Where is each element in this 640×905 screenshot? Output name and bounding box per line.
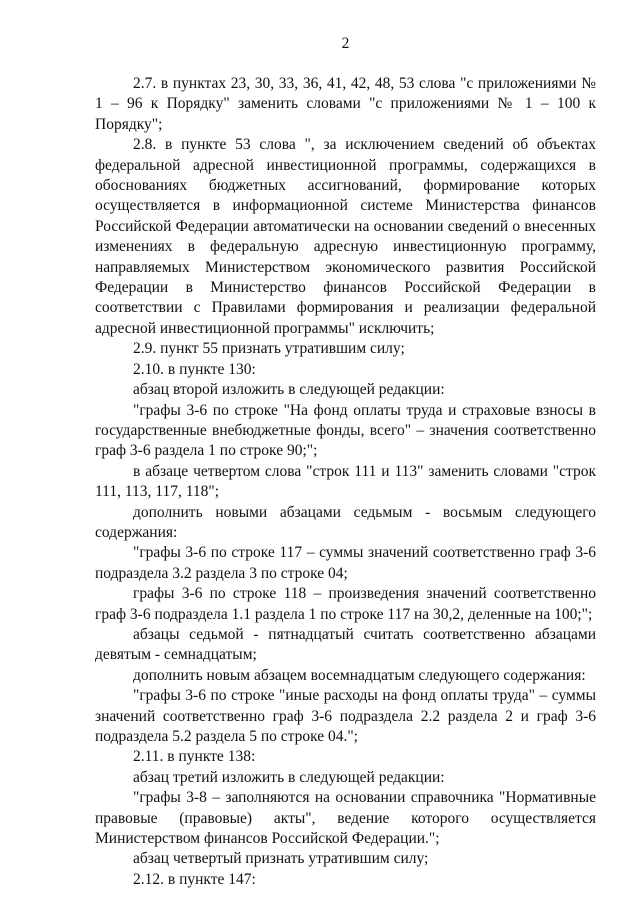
- paragraph: в абзаце четвертом слова "строк 111 и 113" заменить словами "строк 111, 113, 117, 118";: [95, 462, 596, 501]
- paragraph: "графы 3-6 по строке "На фонд оплаты труда и страховые взносы в государственные внебюджетные фонды, всего" – значения соответственно граф 3-6 раздела 1 по строке 90;";: [95, 401, 596, 460]
- paragraph: "графы 3-6 по строке "иные расходы на фонд оплаты труда" – суммы значений соответственно граф 3-6 подраздела 2.2 раздела 2 и граф 3-6 подраздела 5.2 раздела 5 по строке 04.";: [95, 687, 596, 745]
- paragraph: дополнить новыми абзацами седьмым - восьмым следующего содержания:: [95, 503, 596, 541]
- paragraph: "графы 3-6 по строке 117 – суммы значений соответственно граф 3-6 подраздела 3.2 раздела 3 по строке 04;: [95, 544, 596, 582]
- paragraph-2-12: 2.12. в пункте 147:: [133, 870, 256, 888]
- paragraph-2-9: 2.9. пункт 55 признать утратившим силу;: [133, 340, 405, 358]
- paragraph: абзац четвертый признать утратившим силу;: [133, 850, 429, 868]
- paragraph: абзац второй изложить в следующей редакции:: [133, 381, 445, 399]
- paragraph-2-11: 2.11. в пункте 138:: [133, 748, 256, 766]
- paragraph: абзацы седьмой - пятнадцатый считать соответственно абзацами девятым - семнадцатым;: [95, 625, 596, 664]
- paragraph: абзац третий изложить в следующей редакции:: [133, 768, 445, 786]
- paragraph: "графы 3-8 – заполняются на основании справочника "Нормативные правовые (правовые) акты", ведение которого осуществляется Министерством финансов Российской Федерации.";: [95, 789, 596, 848]
- page-number: 2: [341, 35, 350, 52]
- paragraph-2-8: 2.8. в пункте 53 слова ", за исключением сведений об объектах федеральной адресной инвестиционной программы, содержащихся в обоснованиях бюджетных ассигнований, формирование которых осуществляется в информационной системе Министерства финансов Российской Федерации автоматически на основании сведений о внесенных изменениях в федеральную адресную инвестиционную программу, направляемых Министерством экономического развития Российской Федерации в Министерство финансов Российской Федерации в соответствии с Правилами формирования и реализации федеральной адресной инвестиционной программы" исключить;: [95, 136, 596, 337]
- paragraph-2-10: 2.10. в пункте 130:: [133, 360, 256, 378]
- paragraph: дополнить новым абзацем восемнадцатым следующего содержания:: [133, 666, 586, 684]
- paragraph: графы 3-6 по строке 118 – произведения значений соответственно граф 3-6 подраздела 1.1 раздела 1 по строке 117 на 30,2, деленные на 100;";: [95, 585, 596, 623]
- paragraph-2-7: 2.7. в пунктах 23, 30, 33, 36, 41, 42, 48, 53 слова "с приложениями № 1 – 96 к Порядку" заменить словами "с приложениями № 1 – 100 к Порядку";: [95, 75, 596, 133]
